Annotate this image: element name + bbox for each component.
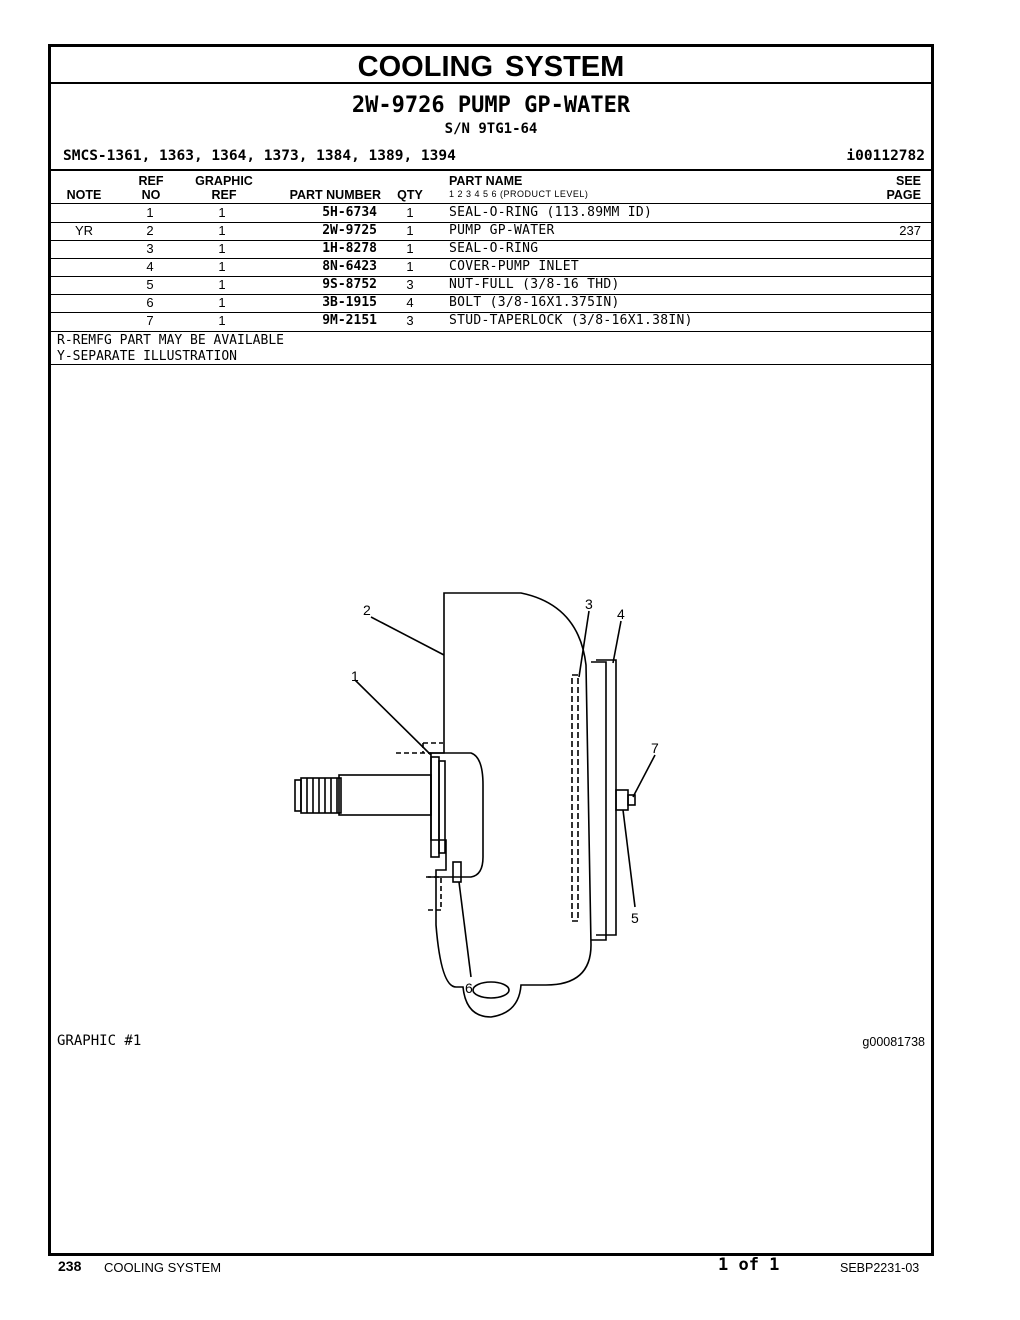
callout-4: 4 [617, 606, 625, 622]
seal-o-ring-3 [572, 675, 578, 921]
row-qty: 1 [406, 241, 414, 256]
callout-1: 1 [351, 668, 359, 684]
pump-housing [431, 593, 591, 1017]
bolt-6 [453, 862, 461, 882]
leader-4 [613, 621, 621, 663]
row-part-number: 5H-6734 [322, 205, 377, 220]
row-qty: 1 [406, 205, 414, 220]
row-graphic: 1 [218, 205, 226, 220]
row-qty: 1 [406, 259, 414, 274]
col-ref-header-2: NO [141, 188, 161, 202]
front-hub [428, 753, 483, 877]
leader-3 [579, 611, 589, 677]
note-separate-illustration: Y-SEPARATE ILLUSTRATION [57, 348, 238, 364]
col-graphic-header-2: REF [211, 188, 237, 202]
table-row [51, 258, 931, 276]
callout-7: 7 [651, 740, 659, 756]
callout-2: 2 [363, 602, 371, 618]
col-graphic-header-1: GRAPHIC [195, 174, 253, 188]
col-ref-header-1: REF [138, 174, 164, 188]
row-note: YR [74, 223, 94, 238]
row-graphic: 1 [218, 277, 226, 292]
row-ref: 6 [146, 295, 154, 310]
row-part-number: 2W-9725 [322, 223, 377, 238]
leader-5 [623, 810, 635, 907]
row-graphic: 1 [218, 259, 226, 274]
row-rule [51, 331, 931, 332]
leader-1 [355, 680, 431, 755]
section-title: COOLING SYSTEM [51, 47, 931, 84]
row-part-number: 3B-1915 [322, 295, 377, 310]
group-title: 2W-9726 PUMP GP-WATER [351, 93, 631, 118]
row-ref: 5 [146, 277, 154, 292]
row-part-name: COVER-PUMP INLET [449, 259, 580, 274]
hidden-line-lower [426, 877, 441, 910]
serial-number: S/N 9TG1-64 [444, 121, 538, 137]
row-qty: 3 [406, 277, 414, 292]
document-id: i00112782 [846, 148, 925, 164]
callout-6: 6 [465, 980, 473, 996]
row-part-name: SEAL-O-RING (113.89MM ID) [449, 205, 653, 220]
col-part-name-header: PART NAME [449, 174, 523, 188]
seal-o-ring-1 [431, 757, 439, 857]
table-notes [57, 333, 284, 364]
header-divider [51, 169, 931, 171]
table-row [51, 222, 931, 240]
row-part-name: STUD-TAPERLOCK (3/8-16X1.38IN) [449, 313, 693, 328]
gasket-plate [591, 662, 606, 940]
row-ref: 1 [146, 205, 154, 220]
row-ref: 2 [146, 223, 154, 238]
row-qty: 3 [406, 313, 414, 328]
graphic-id: g00081738 [862, 1035, 925, 1049]
table-row [51, 312, 931, 330]
row-part-number: 1H-8278 [322, 241, 377, 256]
spline-teeth [307, 778, 337, 813]
shaft-tip [295, 780, 301, 811]
col-part-number-header: PART NUMBER [289, 188, 381, 202]
nut-5 [616, 790, 628, 810]
leader-7 [633, 755, 655, 797]
drain-port [473, 982, 509, 998]
row-ref: 4 [146, 259, 154, 274]
row-part-name: NUT-FULL (3/8-16 THD) [449, 277, 620, 292]
row-see-page[interactable]: 237 [899, 223, 921, 238]
row-part-number: 9M-2151 [322, 313, 377, 328]
table-row [51, 294, 931, 312]
row-part-name: BOLT (3/8-16X1.375IN) [449, 295, 620, 310]
table-row [51, 204, 931, 222]
col-note-header: NOTE [66, 188, 102, 202]
table-row [51, 240, 931, 258]
col-see-header-1: SEE [895, 174, 921, 188]
page-frame [48, 44, 934, 1256]
page-of: 1 of 1 [718, 1255, 780, 1275]
doc-code: SEBP2231-03 [840, 1261, 920, 1275]
col-see-header-2: PAGE [886, 188, 921, 202]
note-remfg: R-REMFG PART MAY BE AVAILABLE [57, 333, 284, 348]
row-qty: 1 [406, 223, 414, 238]
row-graphic: 1 [218, 295, 226, 310]
row-graphic: 1 [218, 241, 226, 256]
callout-3: 3 [585, 596, 593, 612]
smcs-codes: SMCS-1361, 1363, 1364, 1373, 1384, 1389, 1394 [63, 148, 456, 164]
row-qty: 4 [406, 295, 414, 310]
row-part-name: SEAL-O-RING [449, 241, 539, 256]
row-part-number: 9S-8752 [322, 277, 377, 292]
product-level-header: 1 2 3 4 5 6 (PRODUCT LEVEL) [449, 189, 589, 199]
row-ref: 3 [146, 241, 154, 256]
row-graphic: 1 [218, 313, 226, 328]
row-graphic: 1 [218, 223, 226, 238]
drive-shaft [339, 775, 431, 815]
row-ref: 7 [146, 313, 154, 328]
graphic-label: GRAPHIC #1 [57, 1033, 142, 1049]
pump-illustration [51, 365, 931, 1045]
footer-section: COOLING SYSTEM [104, 1260, 222, 1275]
page-number: 238 [58, 1258, 82, 1274]
row-part-number: 8N-6423 [322, 259, 377, 274]
leader-6 [459, 882, 471, 977]
row-part-name: PUMP GP-WATER [449, 223, 555, 238]
col-qty-header: QTY [397, 188, 423, 202]
table-row [51, 276, 931, 294]
leader-2 [371, 617, 444, 655]
callout-5: 5 [631, 910, 639, 926]
